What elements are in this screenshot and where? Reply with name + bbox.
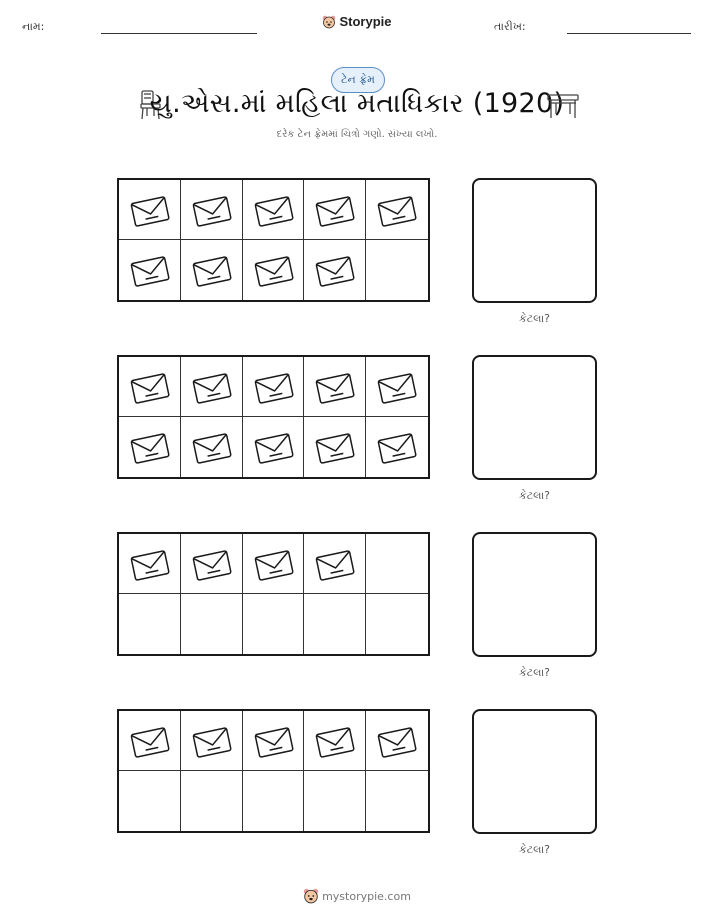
how-many-label: કેટલા?	[518, 843, 551, 856]
envelope-icon	[191, 723, 233, 761]
envelope-icon	[253, 369, 295, 407]
frame-cell	[243, 240, 305, 300]
table-icon	[546, 92, 580, 124]
frame-cell	[366, 771, 428, 831]
frame-cell	[243, 534, 305, 594]
envelope-icon	[191, 192, 233, 230]
answer-box[interactable]	[472, 532, 597, 657]
how-many-label: કેટલા?	[518, 666, 551, 679]
ten-frame	[117, 709, 430, 833]
frame-cell	[366, 594, 428, 654]
envelope-icon	[129, 252, 171, 290]
frame-cell	[181, 417, 243, 477]
frame-cell	[243, 594, 305, 654]
frame-cell	[181, 534, 243, 594]
frame-cell	[243, 711, 305, 771]
frame-cell	[119, 240, 181, 300]
frame-cell	[243, 417, 305, 477]
envelope-icon	[191, 546, 233, 584]
how-many-label: કેટલા?	[518, 489, 551, 502]
envelope-icon	[253, 723, 295, 761]
date-label: તારીખ:	[494, 20, 526, 33]
frame-cell	[304, 594, 366, 654]
frame-cell	[304, 771, 366, 831]
frame-cell	[304, 357, 366, 417]
instructions: દરેક ટેન ફ્રેમમાં ચિત્રો ગણો. સંખ્યા લખો.	[276, 129, 438, 140]
frame-cell	[366, 180, 428, 240]
frame-cell	[304, 534, 366, 594]
envelope-icon	[129, 429, 171, 467]
envelope-icon	[376, 723, 418, 761]
frame-cell	[366, 417, 428, 477]
envelope-icon	[129, 369, 171, 407]
frame-cell	[366, 534, 428, 594]
answer-box[interactable]	[472, 178, 597, 303]
envelope-icon	[376, 429, 418, 467]
frame-cell	[304, 711, 366, 771]
ten-frame	[117, 355, 430, 479]
envelope-icon	[191, 252, 233, 290]
ten-frame	[117, 178, 430, 302]
envelope-icon	[314, 192, 356, 230]
frame-cell	[243, 771, 305, 831]
ten-frame	[117, 532, 430, 656]
envelope-icon	[314, 369, 356, 407]
brand-name: Storypie	[339, 14, 392, 29]
name-label: નામ:	[22, 20, 45, 33]
envelope-icon	[191, 369, 233, 407]
envelope-icon	[314, 429, 356, 467]
frame-cell	[119, 180, 181, 240]
answer-box[interactable]	[472, 709, 597, 834]
bear-footer-icon	[303, 888, 319, 904]
envelope-icon	[253, 252, 295, 290]
envelope-icon	[314, 252, 356, 290]
date-field[interactable]	[567, 33, 691, 34]
frame-cell	[181, 594, 243, 654]
envelope-icon	[253, 546, 295, 584]
frame-cell	[243, 180, 305, 240]
frame-cell	[181, 357, 243, 417]
frame-cell	[119, 357, 181, 417]
envelope-icon	[314, 546, 356, 584]
envelope-icon	[129, 723, 171, 761]
frame-cell	[181, 240, 243, 300]
frame-cell	[119, 594, 181, 654]
envelope-icon	[376, 369, 418, 407]
answer-box[interactable]	[472, 355, 597, 480]
ten-frame-badge: ટેન ફ્રેમ	[331, 67, 385, 93]
frame-cell	[181, 711, 243, 771]
envelope-icon	[129, 546, 171, 584]
frame-cell	[119, 417, 181, 477]
envelope-icon	[376, 192, 418, 230]
envelope-icon	[314, 723, 356, 761]
frame-cell	[366, 240, 428, 300]
how-many-label: કેટલા?	[518, 312, 551, 325]
frame-cell	[181, 180, 243, 240]
frame-cell	[304, 180, 366, 240]
frame-cell	[181, 771, 243, 831]
envelope-icon	[191, 429, 233, 467]
footer-site: mystorypie.com	[322, 890, 411, 903]
envelope-icon	[253, 429, 295, 467]
bear-logo-icon	[322, 15, 336, 32]
brand-logo	[0, 14, 714, 32]
frame-cell	[243, 357, 305, 417]
frame-cell	[304, 240, 366, 300]
envelope-icon	[253, 192, 295, 230]
footer	[0, 888, 714, 904]
frame-cell	[119, 711, 181, 771]
frame-cell	[304, 417, 366, 477]
page-title: યુ.એસ.માં મહિલા મતાધિકાર (1920)	[149, 88, 565, 119]
envelope-icon	[129, 192, 171, 230]
frame-cell	[119, 534, 181, 594]
frame-cell	[119, 771, 181, 831]
frame-cell	[366, 711, 428, 771]
name-field[interactable]	[101, 33, 257, 34]
frame-cell	[366, 357, 428, 417]
